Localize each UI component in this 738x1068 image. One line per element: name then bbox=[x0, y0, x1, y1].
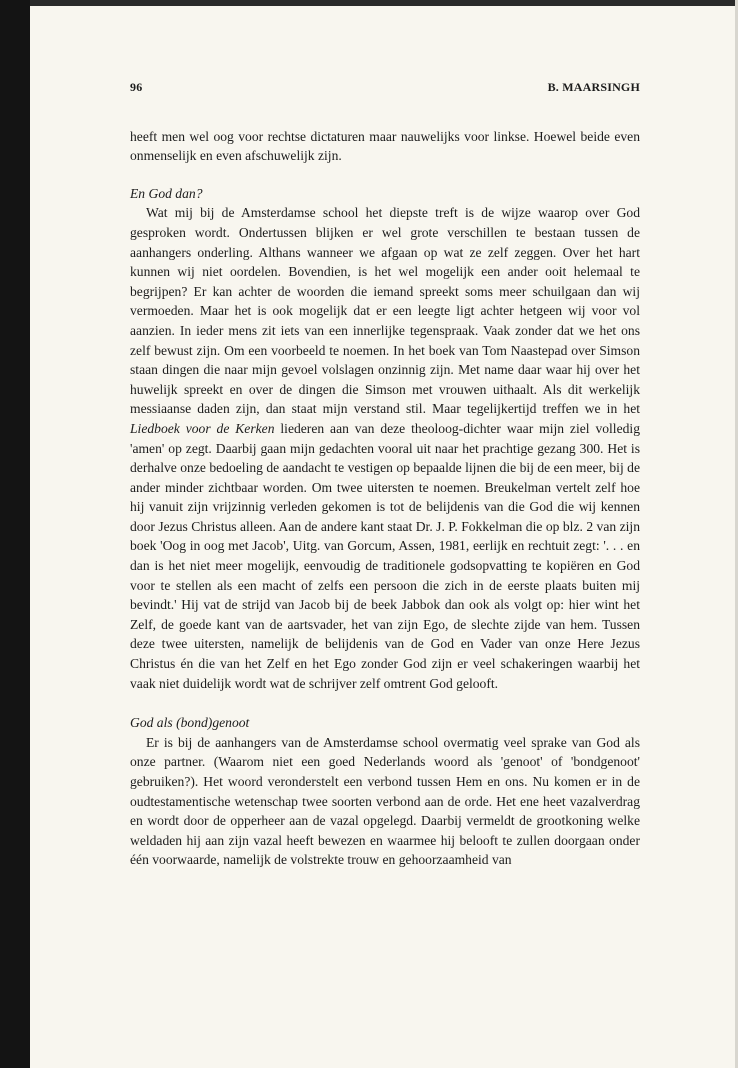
running-head-author: B. MAARSINGH bbox=[547, 80, 640, 94]
section-heading-god-als-bondgenoot: God als (bond)genoot bbox=[130, 715, 250, 731]
book-title-liedboek: Liedboek voor de Kerken bbox=[130, 420, 275, 436]
section-paragraph-en-god-dan bbox=[130, 203, 640, 693]
scan-top-edge bbox=[0, 0, 738, 6]
section-spacer bbox=[130, 693, 640, 713]
section-spacer bbox=[130, 166, 640, 184]
scan-left-edge bbox=[0, 0, 30, 1068]
running-head bbox=[130, 78, 640, 98]
intro-paragraph: heeft men wel oog voor rechtse dictaturen maar nauwelijks voor linkse. Hoewel beide even onmenselijk en even afschuwelijk zijn. bbox=[130, 128, 640, 164]
page-content bbox=[130, 78, 640, 870]
section-paragraph-god-als-bondgenoot: Er is bij de aanhangers van de Amsterdamse school overmatig veel sprake van God als onze partner. (Waarom niet een goed Nederlands woord als 'genoot' of 'bondgenoot' gebruiken?). Het woord veronderstelt een verbond tussen Hem en ons. Nu komen er in de oudtestamentische wetenschap twee soorten verbond aan de orde. Het ene heet vazalverdrag en wordt door de opperheer aan de vazal opgelegd. Daarbij vermeldt de grootkoning welke weldaden hij aan zijn vazal heeft bewezen en waarmee hij belooft te zullen doorgaan onder één voorwaarde, namelijk de volstrekte trouw en gehoorzaamheid van bbox=[130, 734, 640, 868]
page-number: 96 bbox=[130, 80, 143, 94]
paragraph-text-part-1: Wat mij bij de Amsterdamse school het diepste treft is de wijze waarop over God gesproken wordt. Ondertussen blijken er wel grote verschillen te bestaan tussen de aanhangers onderling. Althans wanneer we afgaan op wat ze zelf zeggen. Over het hart kunnen wij niet oordelen. Bovendien, is het wel mogelijk een ander ooit helemaal te begrijpen? Er kan achter de woorden die iemand spreekt soms meer schuilgaan dan wij vermoeden. Maar het is ook mogelijk dat er een leegte ligt achter hetgeen wij voor vol aanzien. In ieder mens zit iets van een innerlijke tegenspraak. Vaak zonder dat we het ons zelf bewust zijn. Om een voorbeeld te noemen. In het boek van Tom Naastepad over Simson staan dingen die naar mijn gevoel volslagen onzinnig zijn. Met name daar waar hij over het huwelijk spreekt en over de dingen die Simson met vrouwen uithaalt. Als dit werkelijk messiaanse daden zijn, dan staat mijn verstand stil. Maar tegelijkertijd treffen we in het bbox=[130, 205, 640, 417]
paragraph-text-part-2: liederen aan van deze theoloog-dichter waar mijn ziel volledig 'amen' op zegt. Daarbij gaan mijn gedachten vooral uit naar het prachtige gezang 300. Het is derhalve onze bedoeling de aandacht te vestigen op bepaalde lijnen die bij de een meer, bij de ander minder zichtbaar worden. Om twee uitersten te noemen. Breukelman vertelt zelf hoe hij vanuit zijn vrijzinnig verleden gekomen is tot de belijdenis van die God die wij kennen door Jezus Christus alleen. Aan de andere kant staat Dr. J. P. Fokkelman die op blz. 2 van zijn boek 'Oog in oog met Jacob', Uitg. van Gorcum, Assen, 1981, eerlijk en rechtuit zegt: '. . . en dan is het niet meer mogelijk, eenvoudig de traditionele godsopvatting te kopiëren en God voor te stellen als een macht of zelfs een persoon die zich in de eerste plaats buiten mij bevindt.' Hij vat de strijd van Jacob bij de beek Jabbok dan ook als volgt op: hier wint het Zelf, de goede kant van de aartsvader, het van zijn Ego, de slechte zijde van hem. Tussen deze twee uitersten, namelijk de belijdenis van de God en Vader van onze Here Jezus Christus én die van het Zelf en het Ego zonder God zijn er veel schakeringen waarbij het vaak niet duidelijk wordt wat de schrijver zelf omtrent God gelooft. bbox=[130, 420, 640, 691]
section-heading-en-god-dan: En God dan? bbox=[130, 185, 203, 201]
